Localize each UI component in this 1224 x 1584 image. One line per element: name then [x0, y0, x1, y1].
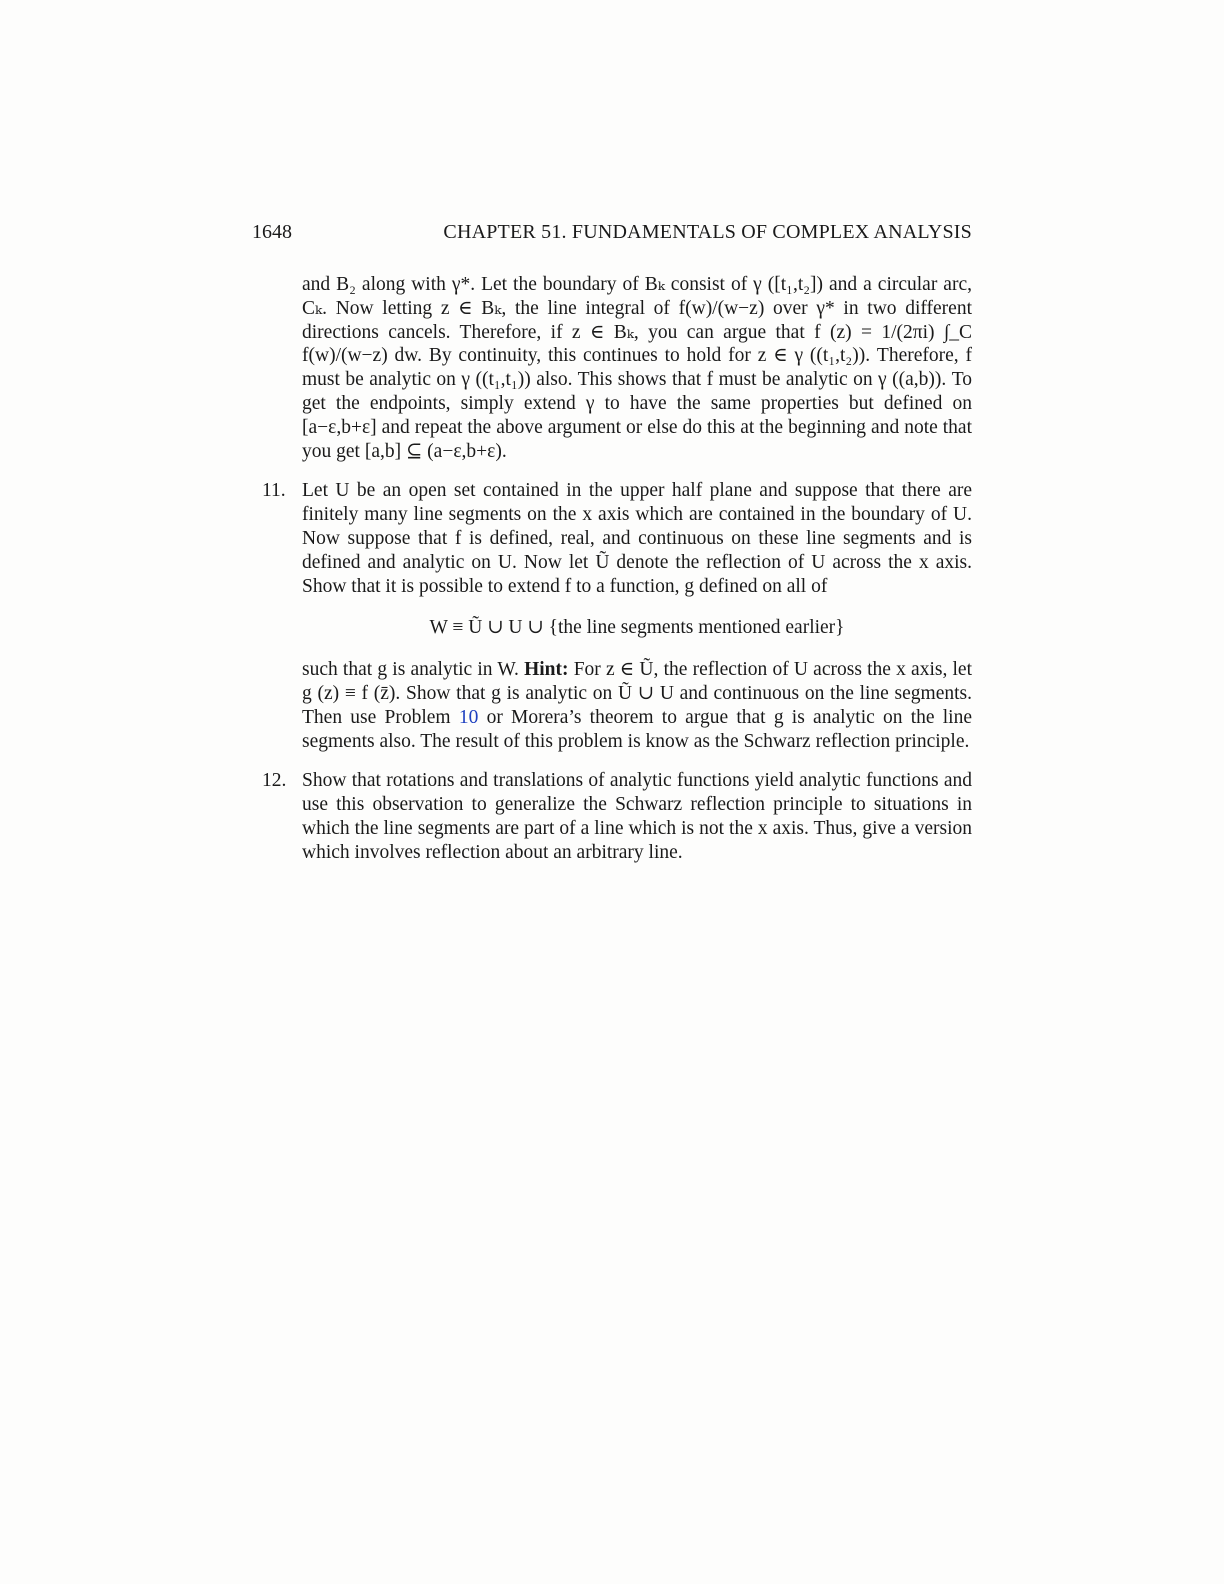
continuation-line-7: argument or else do this at the beginning and note that you get [a,b] ⊆ (a−ε,b+ε).	[302, 416, 972, 462]
running-head: CHAPTER 51. FUNDAMENTALS OF COMPLEX ANALYSIS	[443, 221, 972, 243]
hint-label: Hint:	[524, 659, 569, 681]
continuation-line-4: this continues to hold for z ∈ γ ((t₁,t₂)). Therefore, f must be analytic on γ ((t₁,t₁))	[302, 345, 973, 391]
problem-12	[262, 769, 972, 864]
problem-text: Let U be an open set contained in the upper half plane and suppose that there are finitely many line segments on the x axis which are contained in the boundary of U. Now suppose that f is defined, real, and continuous on these line segments and is defined and analytic on U. Now let Ũ denote the reflection of U across the x axis. Show that it is possible to extend f to a function, g defined on all of	[302, 480, 972, 597]
continuation-paragraph	[302, 273, 972, 463]
continuation-line-6: extend γ to have the same properties but defined on [a−ε,b+ε] and repeat the above	[302, 392, 972, 438]
continuation-line-1: and B₂ along with γ*. Let the boundary of Bₖ consist of γ ([t₁,t₂]) and a circular arc,	[302, 274, 972, 295]
problem-text-part: For z ∈ Ũ, the reflection of U across the x axis, let g (z) ≡ f (z̄). Show that g is analytic on Ũ ∪ U and continuous on the line segments. Then use Problem	[302, 659, 972, 728]
problem-number: 12.	[262, 770, 287, 792]
continuation-line-3: cancels. Therefore, if z ∈ Bₖ, you can argue that f (z) = 1/(2πi) ∫_C f(w)/(w−z) dw. By continuity,	[302, 321, 973, 367]
display-equation: W ≡ Ũ ∪ U ∪ {the line segments mentioned earlier}	[429, 617, 845, 639]
problem-number: 11.	[262, 480, 286, 502]
page-number: 1648	[252, 221, 292, 243]
problem-continuation	[302, 658, 972, 753]
problem-text-part: such that g is analytic in W.	[302, 659, 519, 681]
problem-reference-link[interactable]: 10	[458, 706, 479, 728]
continuation-line-2: Cₖ. Now letting z ∈ Bₖ, the line integral of f(w)/(w−z) over γ* in two different directions	[302, 297, 972, 343]
continuation-line-5: also. This shows that f must be analytic on γ ((a,b)). To get the endpoints, simply	[302, 369, 972, 414]
page-body	[262, 273, 973, 865]
problem-text-part: or Morera’s theorem to argue that g is analytic on the line segments also. The result of this problem is know as the Schwarz reflection principle.	[302, 706, 973, 752]
problem-text: Show that rotations and translations of analytic functions yield analytic functions and use this observation to generalize the Schwarz reflection principle to situations in which the line segments are part of a line which is not the x axis. Thus, give a version which involves reflection about an arbitrary line.	[302, 770, 972, 863]
problem-11	[262, 479, 973, 753]
